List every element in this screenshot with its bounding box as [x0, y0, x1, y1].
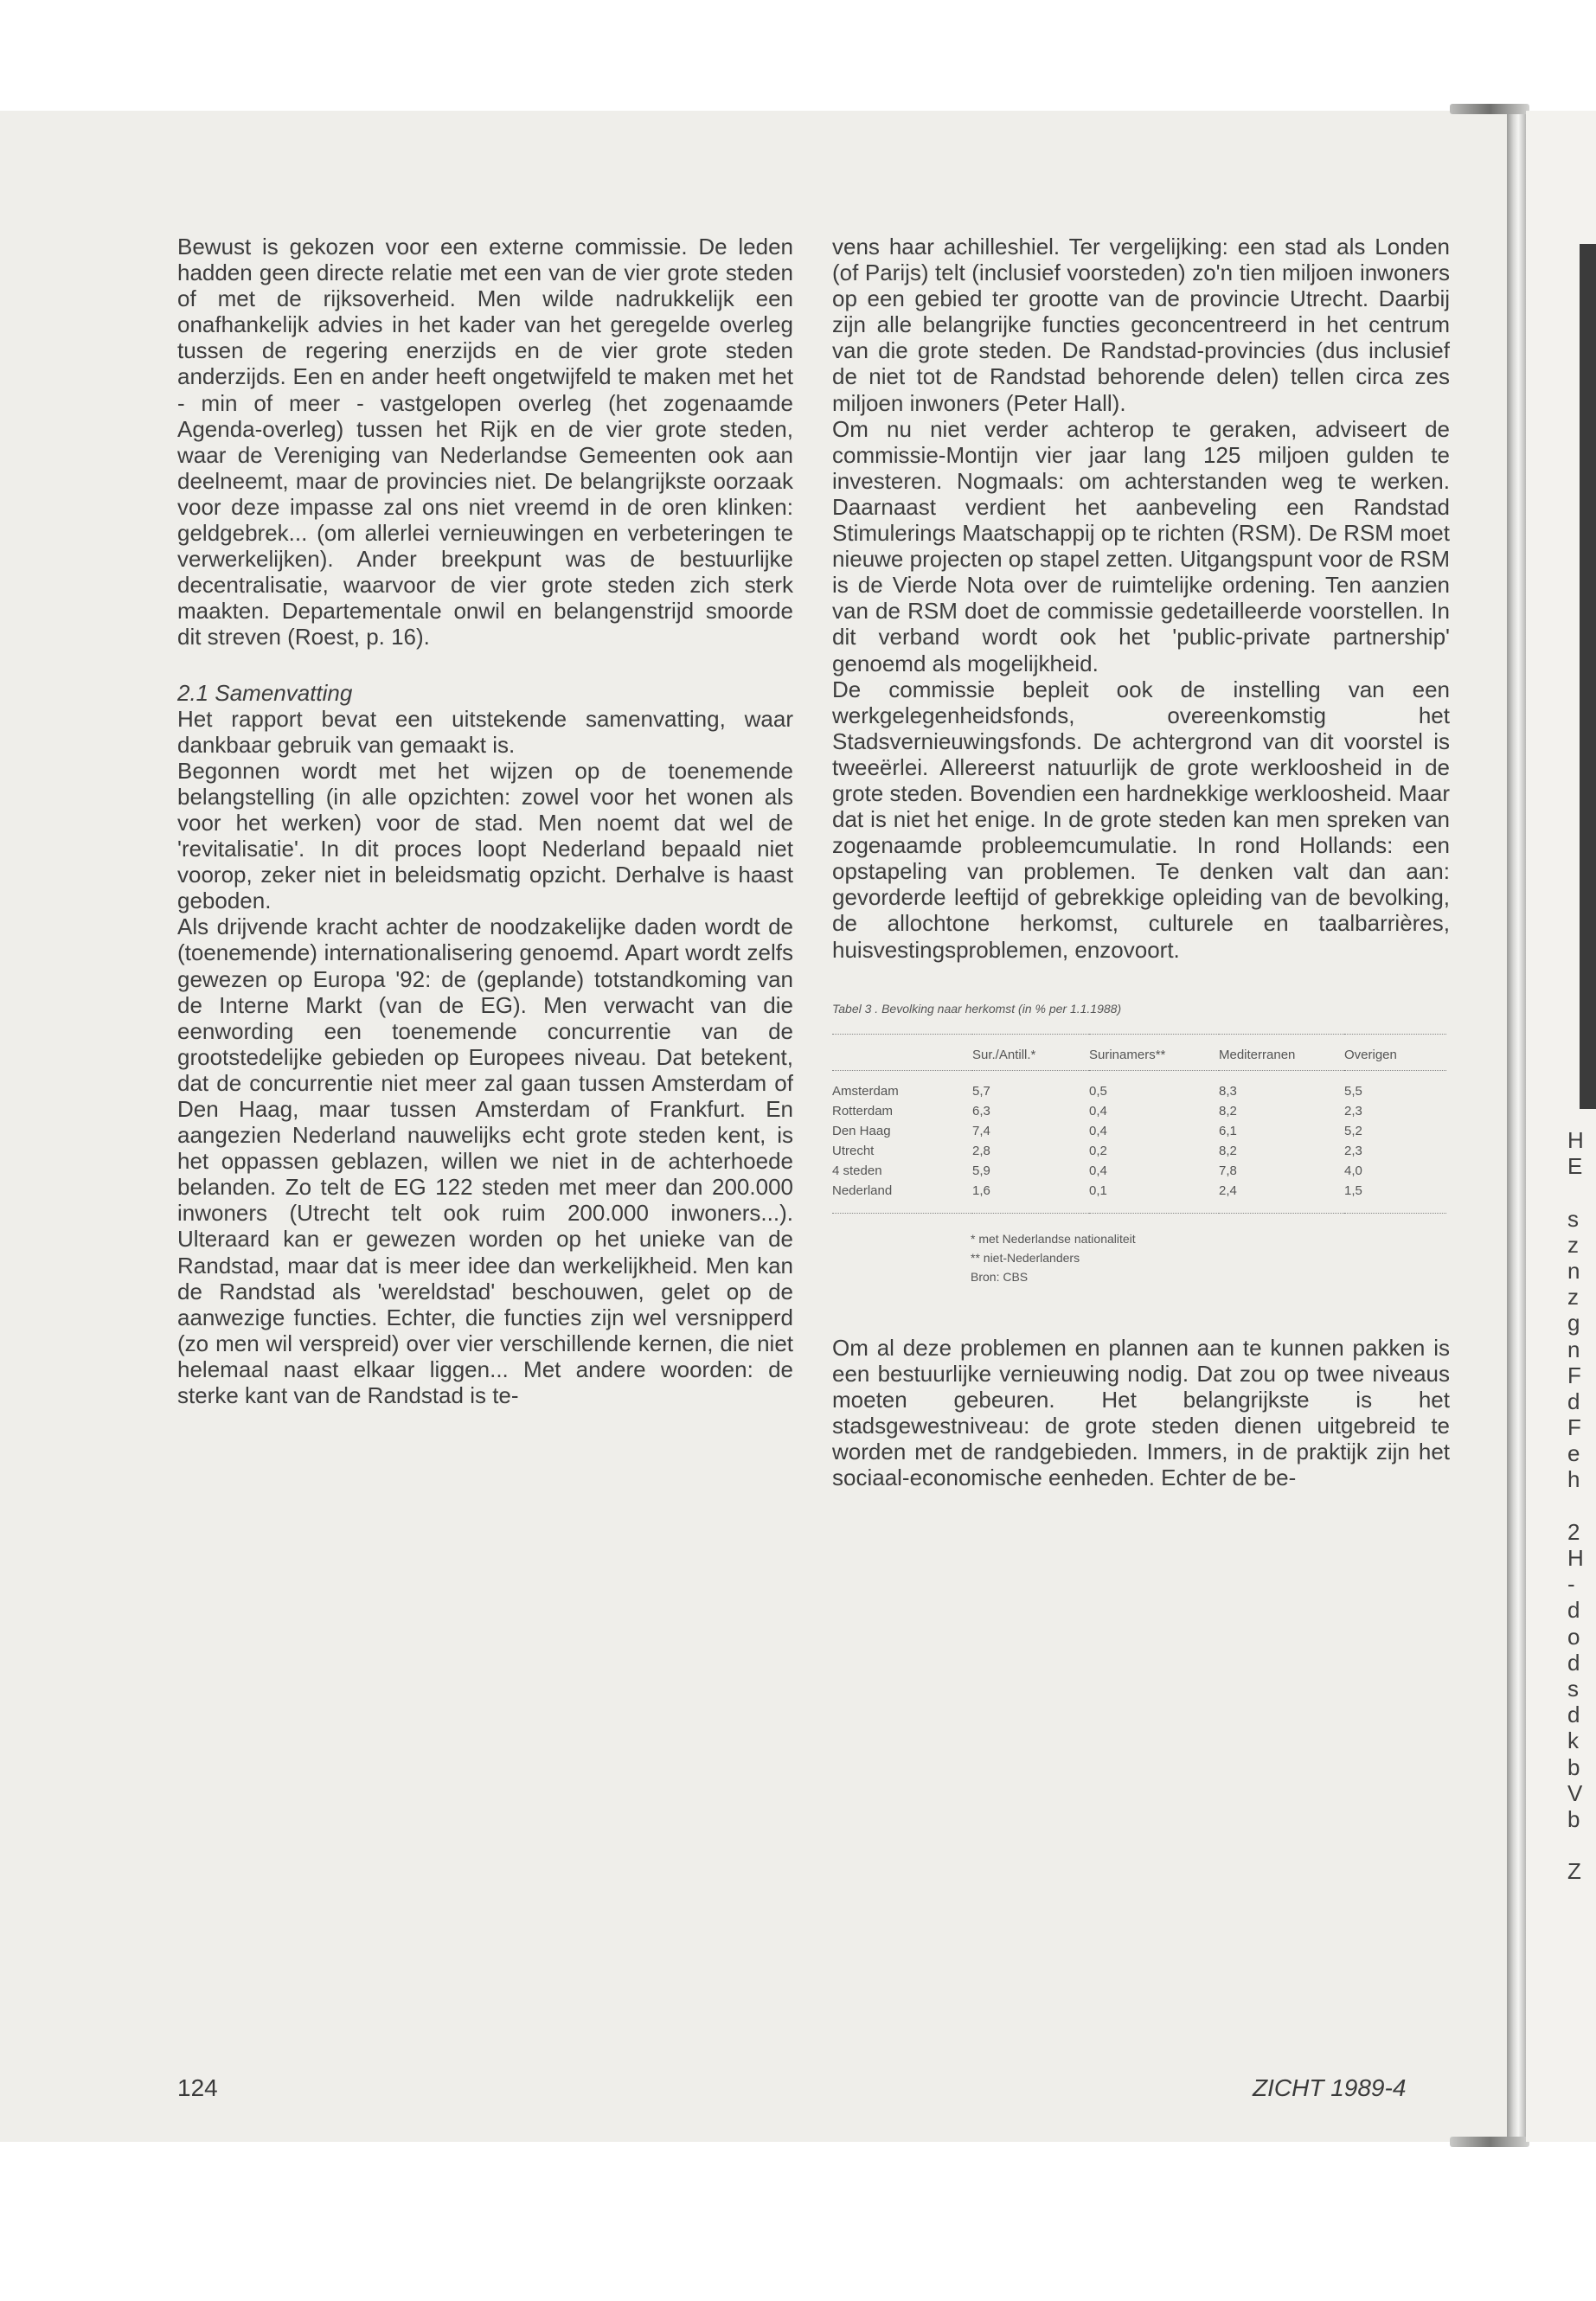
edge-letter: H [1567, 1545, 1584, 1571]
edge-letter: - [1567, 1571, 1575, 1598]
table-cell: 4 steden [832, 1163, 882, 1178]
journal-issue: ZICHT 1989-4 [1253, 2074, 1407, 2101]
right-column [832, 234, 1450, 1490]
edge-letter: V [1567, 1779, 1583, 1806]
table-cell: 6,3 [972, 1103, 990, 1118]
table-cell: 0,1 [1089, 1183, 1107, 1198]
edge-letter: b [1567, 1805, 1580, 1832]
table-row [832, 1070, 1446, 1101]
table-cell: 2,8 [972, 1143, 990, 1158]
table-header-cell: Sur./Antill.* [972, 1047, 1036, 1062]
spine-cap-top [1450, 104, 1529, 114]
paragraph: Begonnen wordt met het wijzen op de toenemende belangstelling (in alle opzichten: zowel voor het wonen als voor het werken) voor de stad. Men noemt dat wel de 'revitalisatie'. In dit proces loopt Nederland bepaald niet voorop, zeker niet in beleidsmatig opzicht. Derhalve is haast geboden. [177, 757, 793, 914]
table-cell: 2,3 [1344, 1103, 1362, 1118]
table-cell: Amsterdam [832, 1083, 899, 1099]
paragraph: Bewust is gekozen voor een externe commissie. De leden hadden geen directe relatie met een van de vier grote steden of met de rijksoverheid. Men wilde nadrukkelijk een onafhankelijk advies in het kader van het geregelde overleg tussen de regering enerzijds en de vier grote steden anderzijds. Een en ander heeft ongetwijfeld te maken met het - min of meer - vastgelopen overleg (het zogenaamde Agenda-overleg) tussen het Rijk en de vier grote steden, waar de Vereniging van Nederlandse Gemeenten ook aan deelneemt, maar de provincies niet. De belangrijkste oorzaak voor deze impasse zal ons niet vreemd in de oren klinken: geldgebrek... (om allerlei vernieuwingen en verbeteringen te verwerkelijken). Ander breekpunt was de bestuurlijke decentralisatie, waarvoor de vier grote steden zich sterk maakten. Departementale onwil en belangenstrijd smoorde dit streven (Roest, p. 16). [177, 234, 793, 651]
edge-letter: F [1567, 1414, 1581, 1441]
table-row [832, 1121, 1446, 1141]
paragraph: Als drijvende kracht achter de noodzakelijke daden wordt de (toenemende) internationalisering genoemd. Apart wordt zelfs gewezen op Europa '92: de (geplande) totstandkoming van de Interne Markt (van de EG). Men verwacht van die eenwording een toenemende concurrentie van de grootstedelijke gebieden op Europees niveau. Dat betekent, dat de concurrentie niet meer zal gaan tussen Amsterdam of Den Haag, maar tussen Amsterdam of Frankfurt. En aangezien Nederland nauwelijks echt grote steden kent, is het oppassen geblazen, willen we niet in de achterhoede belanden. Zo telt de EG 122 steden met meer dan 200.000 inwoners (Utrecht telt ook ruim 200.000 inwoners...). Ulteraard kan er gewezen worden op het unieke van de Randstad, maar dat is meer idee dan werkelijkheid. Men kan de Randstad als 'wereldstad' beschouwen, gelet op de aanwezige functies. Echter, die functies zijn wel versnipperd (zo men wil verspreid) over vier verschillende kernen, die niet helemaal naast elkaar liggen... Met andere woorden: de sterke kant van de Randstad is te- [177, 913, 793, 1409]
table-row [832, 1101, 1446, 1121]
table-notes [971, 1229, 1450, 1286]
table-cell: Nederland [832, 1183, 893, 1198]
table-cell: 0,5 [1089, 1083, 1107, 1099]
edge-letter: s [1567, 1675, 1579, 1702]
table-cell: Rotterdam [832, 1103, 894, 1118]
paragraph: Om al deze problemen en plannen aan te kunnen pakken is een bestuurlijke vernieuwing nodig. Dat zou op twee niveaus moeten gebeuren. Het belangrijkste is het stadsgewestniveau: de grote steden dienen uitgebreid te worden met de randgebieden. Immers, in de praktijk zijn het sociaal-economische eenheden. Echter de be- [832, 1334, 1450, 1491]
edge-letter: z [1567, 1284, 1579, 1311]
edge-letter: h [1567, 1466, 1580, 1493]
book-spine [1507, 111, 1526, 2142]
table-caption: Tabel 3 . Bevolking naar herkomst (in % per 1.1.1988) [832, 1001, 1122, 1016]
edge-letter: H [1567, 1127, 1584, 1153]
edge-letter: E [1567, 1153, 1583, 1180]
table-cell: 4,0 [1344, 1163, 1362, 1178]
edge-letter [1567, 1832, 1593, 1858]
edge-letter: d [1567, 1702, 1580, 1728]
edge-letter: d [1567, 1649, 1580, 1676]
table-cell: 6,1 [1219, 1123, 1237, 1138]
table-cell: 8,2 [1219, 1103, 1237, 1118]
paragraph: Om nu niet verder achterop te geraken, adviseert de commissie-Montijn vier jaar lang 125 miljoen gulden te investeren. Nogmaals: om achterstanden weg te werken. Daarnaast verdient het aanbeveling een Randstad Stimulerings Maatschappij op te richten (RSM). De RSM moet nieuwe projecten op stapel zetten. Uitgangspunt voor de RSM is de Vierde Nota over de ruimtelijke ordening. Ten aanzien van de RSM doet de commissie gedetailleerde voorstellen. In dit verband wordt ook het 'public-private partnership' genoemd als mogelijkheid. [832, 415, 1450, 676]
edge-letter: k [1567, 1727, 1579, 1754]
table-cell: 0,4 [1089, 1103, 1107, 1118]
facing-page-dark-bar [1580, 244, 1596, 1109]
table-cell: 5,5 [1344, 1083, 1362, 1099]
table-cell: 1,5 [1344, 1183, 1362, 1198]
table-cell: 5,9 [972, 1163, 990, 1178]
table-header-cell: Mediterranen [1219, 1047, 1296, 1062]
table-cell: 7,8 [1219, 1163, 1237, 1178]
edge-letter: o [1567, 1623, 1580, 1650]
table-cell: 5,2 [1344, 1123, 1362, 1138]
table-cell: 1,6 [972, 1183, 990, 1198]
table-cell: 5,7 [972, 1083, 990, 1099]
edge-letter: 2 [1567, 1518, 1580, 1545]
paragraph: Het rapport bevat een uitstekende samenvatting, waar dankbaar gebruik van gemaakt is. [177, 705, 793, 758]
table-source: Bron: CBS [971, 1269, 1029, 1284]
table-cell: Den Haag [832, 1123, 891, 1138]
edge-letter: s [1567, 1205, 1579, 1232]
table-cell: 2,3 [1344, 1143, 1362, 1158]
table-cell: 2,4 [1219, 1183, 1237, 1198]
table-cell: 8,3 [1219, 1083, 1237, 1099]
edge-letter: F [1567, 1362, 1581, 1388]
table-header-cell [832, 1034, 972, 1070]
table-cell: 0,2 [1089, 1143, 1107, 1158]
table-row [832, 1181, 1446, 1214]
edge-letter: e [1567, 1440, 1580, 1467]
edge-letter: g [1567, 1310, 1580, 1336]
page-number: 124 [177, 2074, 218, 2101]
table-header-cell: Overigen [1344, 1047, 1397, 1062]
table-header-row [832, 1034, 1446, 1070]
facing-page-edge-text [1567, 1127, 1593, 1884]
table-cell: Utrecht [832, 1143, 875, 1158]
table-row [832, 1161, 1446, 1181]
paragraph: De commissie bepleit ook de instelling van een werkgelegenheidsfonds, overeenkomstig het Stadsvernieuwingsfonds. De achtergrond van dit voorstel is tweeërlei. Allereerst natuurlijk de grote werkloosheid in de grote steden. Bovendien een hardnekkige werkloosheid. Maar dat is niet het enige. In de grote steden kan men spreken van zogenaamde probleemcumulatie. In rond Hollands: een opstapeling van problemen. Te denken valt dan aan: gevorderde leeftijd of gebrekkige opleiding van de bevolking, de allochtone herkomst, culturele en taalbarrières, huisvestingsproblemen, enzovoort. [832, 676, 1451, 963]
spine-cap-bottom [1450, 2137, 1529, 2147]
edge-letter: z [1567, 1231, 1579, 1258]
table-cell: 7,4 [972, 1123, 990, 1138]
table-row [832, 1141, 1446, 1161]
edge-letter: n [1567, 1257, 1580, 1284]
table-cell: 0,4 [1089, 1123, 1107, 1138]
section-heading: 2.1 Samenvatting [177, 679, 353, 706]
table-cell: 8,2 [1219, 1143, 1237, 1158]
table-cell: 0,4 [1089, 1163, 1107, 1178]
table-note: * met Nederlandse nationaliteit [971, 1231, 1136, 1246]
paragraph: vens haar achilleshiel. Ter vergelijking: een stad als Londen (of Parijs) telt (inclusief voorsteden) zo'n tien miljoen inwoners op een gebied ter grootte van de provincie Utrecht. Daarbij zijn alle belangrijke functies geconcentreerd in het centrum van die grote steden. De Randstad-provincies (dus inclusief de niet tot de Randstad behorende delen) tellen circa zes miljoen inwoners (Peter Hall). [832, 234, 1450, 416]
table-note: ** niet-Nederlanders [971, 1250, 1080, 1265]
edge-letter: n [1567, 1336, 1580, 1362]
edge-letter [1567, 1179, 1593, 1205]
edge-letter [1567, 1493, 1593, 1519]
edge-letter: d [1567, 1597, 1580, 1624]
left-column [177, 234, 793, 1408]
edge-letter: d [1567, 1388, 1580, 1414]
edge-letter: Z [1567, 1858, 1581, 1885]
origin-table [832, 1034, 1446, 1214]
table-header-cell: Surinamers** [1089, 1047, 1166, 1062]
edge-letter: b [1567, 1753, 1580, 1780]
